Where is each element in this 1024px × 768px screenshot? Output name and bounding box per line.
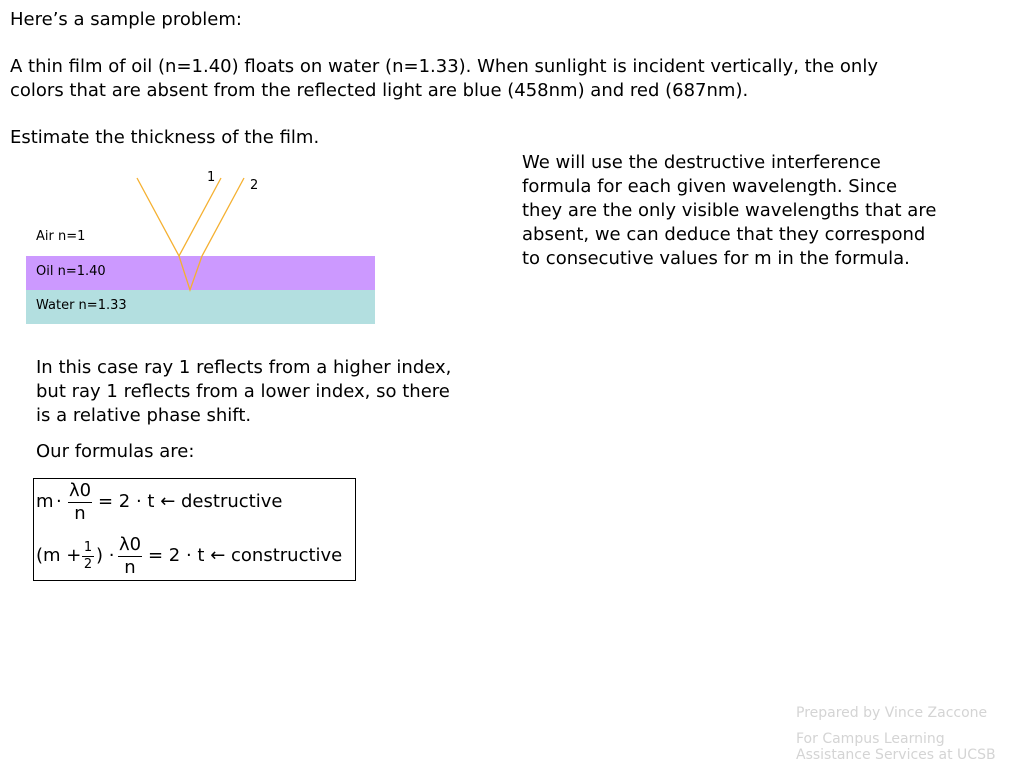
formula-2-lhs: (m +: [36, 545, 82, 566]
ray-paths: [0, 0, 400, 330]
phase-line: but ray 1 reflects from a lower index, so there: [36, 381, 450, 402]
formula-1-dot: ·: [56, 491, 62, 512]
formula-box: [33, 478, 356, 581]
air-label: Air n=1: [36, 229, 86, 244]
formula-2-rhs: = 2 · t ← constructive: [148, 545, 343, 566]
footer-prepared-by: Prepared by Vince Zaccone: [796, 705, 988, 721]
ray-1-label: 1: [207, 170, 216, 185]
footer-line-2: For Campus Learning: [796, 731, 945, 747]
phase-line: In this case ray 1 reflects from a higher index,: [36, 357, 452, 378]
lambda-numerator: λ0: [118, 534, 142, 555]
n-denominator: n: [124, 557, 136, 578]
lambda-numerator: λ0: [68, 480, 92, 501]
oil-label: Oil n=1.40: [36, 264, 106, 279]
formula-1-rhs: = 2 · t ← destructive: [98, 491, 283, 512]
problem-line-1: A thin film of oil (n=1.40) floats on water (n=1.33). When sunlight is incident vertically, the only: [10, 56, 878, 77]
formula-2-fraction: [118, 535, 142, 578]
ray-1-reflected: [179, 178, 221, 256]
problem-line-2: colors that are absent from the reflected light are blue (458nm) and red (687nm).: [10, 80, 749, 101]
explanation-line: they are the only visible wavelengths that are: [522, 200, 937, 221]
formulas-heading: Our formulas are:: [36, 441, 195, 462]
formula-1-fraction: [68, 481, 92, 524]
half-fraction: 1 2: [83, 540, 93, 572]
explanation-line: absent, we can deduce that they correspond: [522, 224, 926, 245]
explanation-line: We will use the destructive interference: [522, 152, 881, 173]
intro-text: Here’s a sample problem:: [10, 9, 242, 30]
explanation-line: to consecutive values for m in the formula.: [522, 248, 910, 269]
formula-1-m: m: [36, 491, 54, 512]
n-denominator: n: [74, 503, 86, 524]
footer-line-3: Assistance Services at UCSB: [796, 747, 996, 763]
explanation-line: formula for each given wavelength. Since: [522, 176, 898, 197]
phase-line: is a relative phase shift.: [36, 405, 252, 426]
water-label: Water n=1.33: [36, 298, 127, 313]
ray-2-label: 2: [250, 178, 259, 193]
task-text: Estimate the thickness of the film.: [10, 127, 320, 148]
formula-2-close: ) ·: [96, 545, 115, 566]
